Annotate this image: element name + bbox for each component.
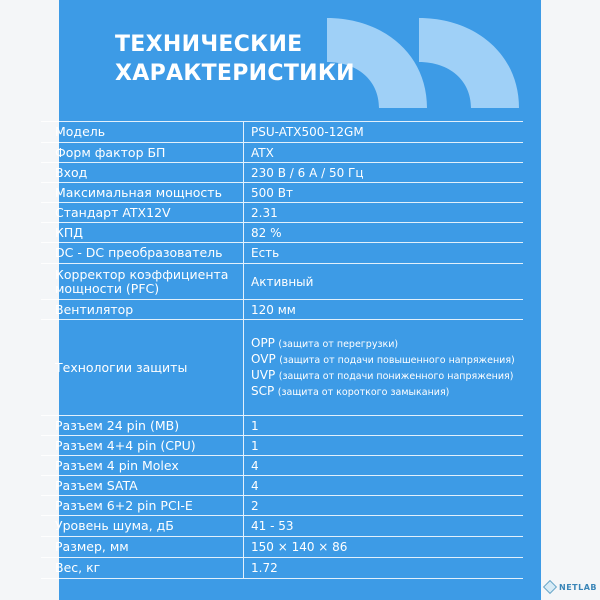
spec-row-protection xyxy=(41,320,523,416)
spec-value: 1 xyxy=(243,416,523,435)
spec-value: Есть xyxy=(243,243,523,263)
spec-label: Разъем SATA xyxy=(55,477,138,493)
spec-row-dc-dc xyxy=(41,243,523,264)
protection-code: SCP xyxy=(251,383,275,398)
spec-row-molex xyxy=(41,456,523,476)
spec-value: 2 xyxy=(243,496,523,515)
spec-row-pcie xyxy=(41,496,523,516)
spec-value: 500 Вт xyxy=(243,183,523,202)
spec-row-noise xyxy=(41,516,523,537)
spec-value: PSU-ATX500-12GM xyxy=(243,122,523,142)
spec-label: Уровень шума, дБ xyxy=(55,518,174,533)
spec-value: 230 В / 6 А / 50 Гц xyxy=(243,163,523,182)
title-line-1: ТЕХНИЧЕСКИЕ xyxy=(115,32,303,57)
spec-row-input xyxy=(41,163,523,183)
protection-item xyxy=(251,385,449,399)
protection-item xyxy=(251,353,515,367)
netlab-diamond-icon xyxy=(543,580,557,594)
spec-table xyxy=(41,121,523,579)
spec-row-weight xyxy=(41,558,523,579)
title-line-2: ХАРАКТЕРИСТИКИ xyxy=(115,61,355,86)
spec-label: Разъем 4+4 pin (CPU) xyxy=(55,437,196,453)
protection-code: UVP xyxy=(251,367,276,382)
spec-row-size xyxy=(41,537,523,558)
spec-label: Форм фактор БП xyxy=(55,144,166,160)
spec-row-efficiency xyxy=(41,223,523,243)
spec-value: 4 xyxy=(243,456,523,475)
spec-row-pfc xyxy=(41,264,523,300)
spec-label: DC - DC преобразователь xyxy=(55,245,223,260)
spec-value: 82 % xyxy=(243,223,523,242)
protection-code: OPP xyxy=(251,335,275,350)
page-title xyxy=(115,30,355,88)
spec-value: ATX xyxy=(243,143,523,162)
spec-label: Разъем 4 pin Molex xyxy=(55,457,179,473)
spec-value: 41 - 53 xyxy=(243,516,523,536)
spec-label: Максимальная мощность xyxy=(55,184,222,200)
spec-value: 1 xyxy=(243,436,523,455)
spec-value: 4 xyxy=(243,476,523,495)
protection-desc: (защита от перегрузки) xyxy=(278,338,399,350)
spec-value: 120 мм xyxy=(243,300,523,319)
spec-label: Размер, мм xyxy=(55,539,129,554)
spec-row-model xyxy=(41,121,523,143)
spec-label: Стандарт ATX12V xyxy=(55,204,171,220)
quote-mark-icon xyxy=(419,18,519,108)
protection-list xyxy=(243,320,523,415)
spec-label: Модель xyxy=(55,124,106,139)
protection-desc: (защита от подачи повышенного напряжения) xyxy=(279,354,515,366)
spec-label: Вес, кг xyxy=(55,560,101,575)
spec-value: Активный xyxy=(243,264,523,299)
spec-label: Технологии защиты xyxy=(55,359,188,375)
spec-label: Разъем 6+2 pin PCI-E xyxy=(55,497,193,513)
protection-desc: (защита от короткого замыкания) xyxy=(277,386,450,398)
spec-label: Разъем 24 pin (MB) xyxy=(55,417,180,433)
spec-value: 150 × 140 × 86 xyxy=(243,537,523,557)
protection-code: OVP xyxy=(251,351,276,366)
spec-row-form-factor xyxy=(41,143,523,163)
spec-label: Вход xyxy=(55,164,88,180)
protection-desc: (защита от подачи пониженного напряжения) xyxy=(278,370,514,382)
spec-row-24pin xyxy=(41,416,523,436)
protection-item xyxy=(251,337,398,351)
spec-row-cpu xyxy=(41,436,523,456)
spec-row-atx-standard xyxy=(41,203,523,223)
spec-value: 1.72 xyxy=(243,558,523,578)
spec-label: Вентилятор xyxy=(55,301,134,317)
spec-row-sata xyxy=(41,476,523,496)
spec-label: Корректор коэффициента мощности (PFC) xyxy=(55,266,229,296)
spec-row-max-power xyxy=(41,183,523,203)
logo-text: NETLAB xyxy=(559,582,598,592)
spec-value: 2.31 xyxy=(243,203,523,222)
spec-label: КПД xyxy=(55,224,84,240)
netlab-logo xyxy=(545,582,597,592)
spec-row-fan xyxy=(41,300,523,320)
protection-item xyxy=(251,369,513,383)
